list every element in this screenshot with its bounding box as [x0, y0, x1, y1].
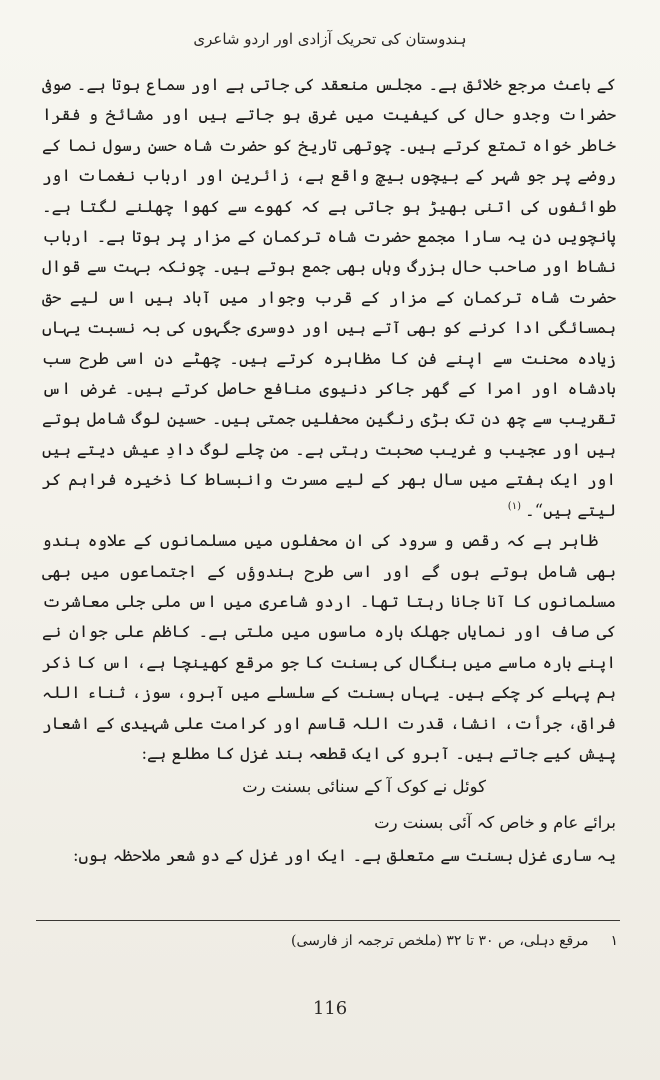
paragraph: ظاہر ہے کہ رقص و سرود کی ان محفلوں میں مسلمانوں کے علاوہ ہندو بھی شامل ہوتے ہوں گے اور اسی طرح ہندوؤں کے اجتماعوں میں بھی مسلمانوں کا آنا جانا رہتا تھا۔ اردو شاعری میں اس ملی جلی معاشرت کی صاف اور نمایاں جھلک بارہ ماسوں میں ملتی ہے۔ کاظم علی جوان نے اپنے بارہ ماسے میں بنگال کی بسنت کا جو مرقع کھینچا ہے، اس کا ذکر ہم پہلے کر چکے ہیں۔ یہاں بسنت کے سلسلے میں آبرو، سوز، ثناء اللہ فراق، جرأت، انشا، قدرت اللہ قاسم اور کرامت علی شہیدی کے اشعار پیش کیے جاتے ہیں۔ آبرو کی ایک قطعہ بند غزل کا مطلع ہے: [42, 531, 616, 763]
body-text [42, 70, 616, 872]
running-head: ہندوستان کی تحریک آزادی اور اردو شاعری [193, 30, 467, 48]
footnote-number: ۱ [610, 933, 618, 949]
footnote [40, 930, 618, 952]
footnote-text: مرقع دہلی، ص ۳۰ تا ۳۲ (ملخص ترجمہ از فارسی) [291, 933, 589, 949]
page-number: 116 [312, 998, 348, 1019]
verse-line-2: برائے عام و خاص کہ آئی بسنت رت [374, 813, 616, 833]
paragraph [42, 70, 616, 526]
paragraph-text: کے باعث مرجع خلائق ہے۔ مجلس منعقد کی جاتی ہے اور سماع ہوتا ہے۔ صوفی حضرات وجدو حال کی کیفیت میں غرق ہو جاتے ہیں اور مشائخ و فقرا خاطر خواہ تمتع کرتے ہیں۔ چوتھی تاریخ کو حضرت شاہ حسن رسول نما کے روضے پر جو شہر کے بیچوں بیچ واقع ہے، زائرین اور ارباب نغمات اور طوائفوں کی اتنی بھیڑ ہو جاتی ہے کہ کھوے سے کھوا چھلنے لگتا ہے۔ پانچویں دن یہ سارا مجمع حضرت شاہ ترکمان کے مزار پر ہوتا ہے۔ ارباب نشاط اور صاحب حال بزرگ وہاں بھی جمع ہوتے ہیں۔ چونکہ بہت سے قوال حضرت شاہ ترکمان کے مزار کے قرب وجوار میں آباد ہیں اس لیے حق ہمسائگی ادا کرنے کو بھی آتے ہیں اور دوسری جگہوں کی بہ نسبت یہاں زیادہ محنت سے اپنے فن کا مظاہرہ کرتے ہیں۔ چھٹے دن اسی طرح سب بادشاہ اور امرا کے گھر جاکر دنیوی منافع حاصل کرتے ہیں۔ غرض اس تقریب سے چھ دن تک بڑی رنگین محفلیں جمتی ہیں۔ حسین لوگ شامل ہوتے ہیں اور عجیب و غریب صحبت رہتی ہے۔ من چلے لوگ دادِ عیش دیتے ہیں اور ایک ہفتے میں سال بھر کے لیے مسرت وانبساط کا ذخیرہ فراہم کر لیتے ہیں“۔ [42, 75, 616, 520]
footnote-rule [36, 920, 620, 921]
paragraph: یہ ساری غزل بسنت سے متعلق ہے۔ ایک اور غزل کے دو شعر ملاحظہ ہوں: [72, 846, 616, 866]
footnote-reference: (۱) [507, 501, 521, 513]
verse-line-1: کوئل نے کوک آ کے سنائی بسنت رت [242, 777, 486, 797]
